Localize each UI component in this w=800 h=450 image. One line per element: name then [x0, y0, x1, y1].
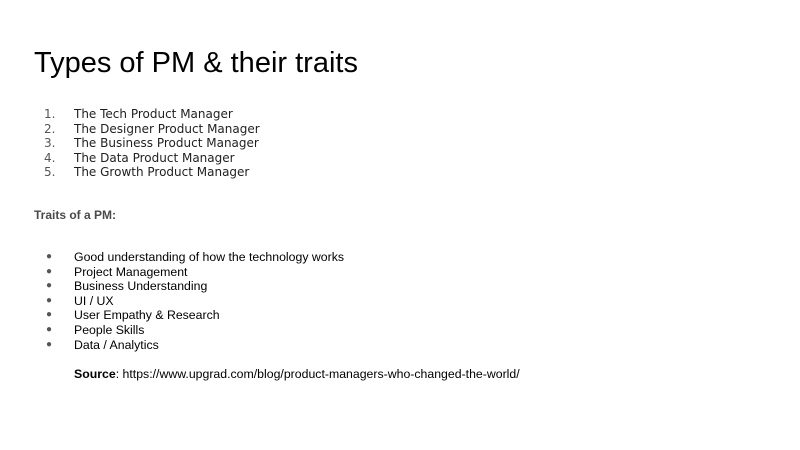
bullet-icon: ●	[46, 294, 53, 306]
bullet-icon: ●	[46, 251, 53, 262]
bullet-icon: ●	[46, 309, 53, 321]
list-item-label: The Business Product Manager	[74, 136, 259, 151]
list-number: 1.	[44, 107, 56, 121]
list-item	[34, 279, 344, 294]
list-item-label: User Empathy & Research	[74, 308, 220, 323]
bullet-icon: ●	[46, 265, 53, 277]
list-item	[34, 265, 344, 280]
list-item-label: Business Understanding	[74, 279, 208, 294]
list-item-label: UI / UX	[74, 293, 114, 308]
list-number: 2.	[44, 121, 56, 136]
list-item-label: Data / Analytics	[74, 337, 159, 352]
list-item	[34, 151, 260, 166]
bullet-icon: ●	[46, 338, 53, 350]
list-item-label: Good understanding of how the technology works	[74, 250, 345, 264]
source-citation	[74, 367, 520, 382]
list-item-label: The Tech Product Manager	[74, 107, 233, 121]
bullet-icon: ●	[46, 280, 53, 292]
list-number: 5.	[44, 165, 56, 180]
list-item	[34, 107, 260, 122]
list-item	[34, 308, 344, 323]
list-item	[34, 165, 260, 180]
list-item	[34, 294, 344, 309]
list-item	[34, 250, 344, 265]
source-url: : https://www.upgrad.com/blog/product-managers-who-changed-the-world/	[115, 367, 520, 381]
list-item	[34, 122, 260, 137]
list-item-label: The Designer Product Manager	[74, 121, 260, 136]
bullet-icon: ●	[46, 323, 53, 335]
list-item-label: The Growth Product Manager	[74, 165, 250, 180]
list-item-label: Project Management	[74, 264, 188, 279]
pm-types-list	[34, 107, 260, 180]
list-item	[34, 338, 344, 353]
traits-heading: Traits of a PM:	[34, 208, 117, 222]
traits-list	[34, 250, 344, 352]
list-item-label: People Skills	[74, 322, 145, 337]
list-item-label: The Data Product Manager	[74, 150, 235, 165]
list-item	[34, 136, 260, 151]
list-number: 4.	[44, 150, 56, 165]
slide-title: Types of PM & their traits	[34, 47, 358, 79]
list-number: 3.	[44, 136, 56, 151]
list-item	[34, 323, 344, 338]
source-label: Source	[74, 367, 116, 381]
